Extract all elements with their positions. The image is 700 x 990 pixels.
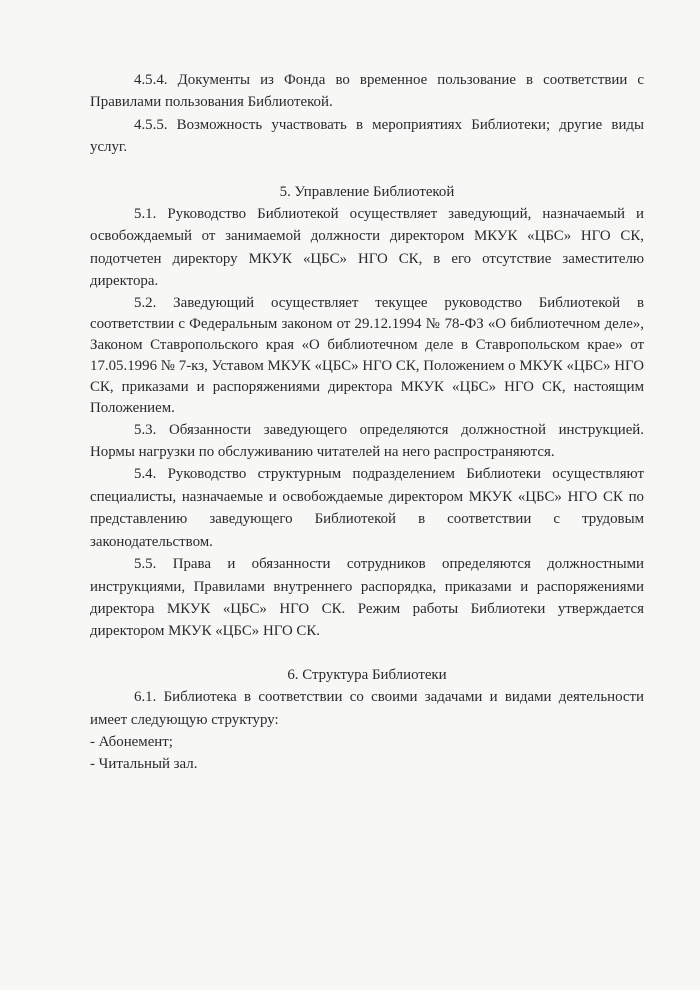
paragraph-5-2: 5.2. Заведующий осуществляет текущее руководство Библиотекой в соответствии с Федеральным законом от 29.12.1994 № 78-ФЗ «О библиотечном деле», Законом Ставропольского края «О библиотечном деле в Ставропольском крае» от 17.05.1996 № 7-кз, Уставом МКУК «ЦБС» НГО СК, Положением о МКУК «ЦБС» НГО СК, приказами и распоряжениями директора МКУК «ЦБС» НГО СК, настоящим Положением. — [90, 294, 644, 416]
section-6-title: 6. Структура Библиотеки — [287, 666, 447, 683]
paragraph-4-5-5: 4.5.5. Возможность участвовать в мероприятиях Библиотеки; другие виды услуг. — [90, 116, 644, 156]
list-item-abonement: - Абонемент; — [90, 733, 173, 750]
paragraph-5-4: 5.4. Руководство структурным подразделением Библиотеки осуществляют специалисты, назначаемые и освобождаемые директором МКУК «ЦБС» НГО СК по представлению заведующего Библиотекой в соответствии с трудовым законодательством. — [90, 466, 644, 550]
paragraph-5-3: 5.3. Обязанности заведующего определяются должностной инструкцией. Нормы нагрузки по обслуживанию читателей на него распространяются. — [90, 421, 644, 461]
paragraph-5-1: 5.1. Руководство Библиотекой осуществляет заведующий, назначаемый и освобождаемый от занимаемой должности директором МКУК «ЦБС» НГО СК, подотчетен директору МКУК «ЦБС» НГО СК, в его отсутствие заместителю директора. — [90, 206, 644, 290]
paragraph-5-5: 5.5. Права и обязанности сотрудников определяются должностными инструкциями, Правилами внутреннего распорядка, приказами и распоряжениями директора МКУК «ЦБС» НГО СК. Режим работы Библиотеки утверждается директором МКУК «ЦБС» НГО СК. — [90, 556, 644, 640]
list-item-reading-room: - Читальный зал. — [90, 756, 198, 773]
paragraph-4-5-4: 4.5.4. Документы из Фонда во временное пользование в соответствии с Правилами пользования Библиотекой. — [90, 72, 644, 111]
paragraph-6-1: 6.1. Библиотека в соответствии со своими задачами и видами деятельности имеет следующую структуру: — [90, 689, 644, 728]
section-5-title: 5. Управление Библиотекой — [279, 183, 455, 200]
